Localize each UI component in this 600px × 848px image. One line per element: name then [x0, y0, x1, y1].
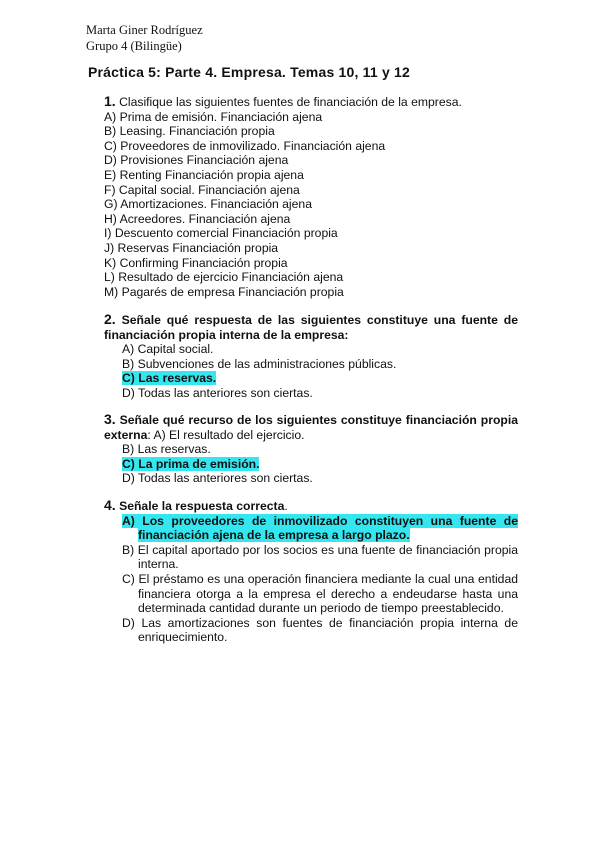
list-item: H) Acreedores. Financiación ajena: [104, 211, 291, 226]
list-item: M) Pagarés de empresa Financiación propia: [104, 284, 344, 299]
question-text: Clasifique las siguientes fuentes de financiación de la empresa.: [119, 95, 462, 109]
option-d: D) Las amortizaciones son fuentes de financiación propia interna de enriquecimiento.: [122, 615, 518, 645]
list-item: L) Resultado de ejercicio Financiación ajena: [104, 270, 344, 285]
page-title: Práctica 5: Parte 4. Empresa. Temas 10, 11 y 12: [88, 64, 411, 80]
question-number: 3.: [104, 411, 116, 427]
question-number: 1.: [104, 93, 116, 109]
question-4: [104, 498, 518, 645]
question-3: [104, 412, 518, 486]
option-b: B) El capital aportado por los socios es una fuente de financiación propia interna.: [122, 542, 518, 572]
option-c-highlighted: C) Las reservas.: [122, 371, 217, 386]
list-item: C) Proveedores de inmovilizado. Financiación ajena: [104, 138, 386, 153]
option-b: B) Subvenciones de las administraciones públicas.: [122, 356, 397, 371]
list-item: I) Descuento comercial Financiación propia: [104, 226, 338, 241]
question-text: Señale qué respuesta de las siguientes constituye una fuente de financiación propia interna de la empresa:: [104, 313, 518, 342]
question-text: Señale qué recurso de los siguientes constituye financiación propia externa: [104, 413, 518, 442]
list-item: D) Provisiones Financiación ajena: [104, 153, 289, 168]
question-text: Señale la respuesta correcta: [119, 499, 285, 513]
option-c-highlighted: C) La prima de emisión.: [122, 456, 260, 471]
question-text-period: .: [284, 499, 288, 513]
list-item: E) Renting Financiación propia ajena: [104, 167, 304, 182]
list-item: G) Amortizaciones. Financiación ajena: [104, 197, 312, 212]
option-a-highlighted: A) Los proveedores de inmovilizado constituyen una fuente de financiación ajena de la empresa a largo plazo.: [122, 513, 518, 543]
list-item: B) Leasing. Financiación propia: [104, 124, 275, 139]
option-b: B) Las reservas.: [122, 442, 211, 457]
list-item: K) Confirming Financiación propia: [104, 255, 288, 270]
list-item: F) Capital social. Financiación ajena: [104, 182, 300, 197]
answer-list: [104, 110, 518, 300]
document-header: [86, 22, 203, 54]
question-2: [104, 312, 518, 401]
option-d: D) Todas las anteriores son ciertas.: [122, 385, 313, 400]
group-label: Grupo 4 (Bilingüe): [86, 39, 182, 53]
list-item: A) Prima de emisión. Financiación ajena: [104, 109, 323, 124]
question-number: 2.: [104, 311, 116, 327]
list-item: J) Reservas Financiación propia: [104, 240, 279, 255]
question-1: [104, 94, 518, 299]
option-c: C) El préstamo es una operación financiera mediante la cual una entidad financiera otorga a la empresa el derecho a endeudarse hasta una determinada cantidad durante un periodo de tiempo preestablecido.: [122, 571, 518, 616]
option-d: D) Todas las anteriores son ciertas.: [122, 471, 313, 486]
author-name: Marta Giner Rodríguez: [86, 23, 203, 37]
option-a: A) Capital social.: [122, 342, 214, 357]
option-a: : A) El resultado del ejercicio.: [147, 427, 305, 442]
question-number: 4.: [104, 497, 116, 513]
